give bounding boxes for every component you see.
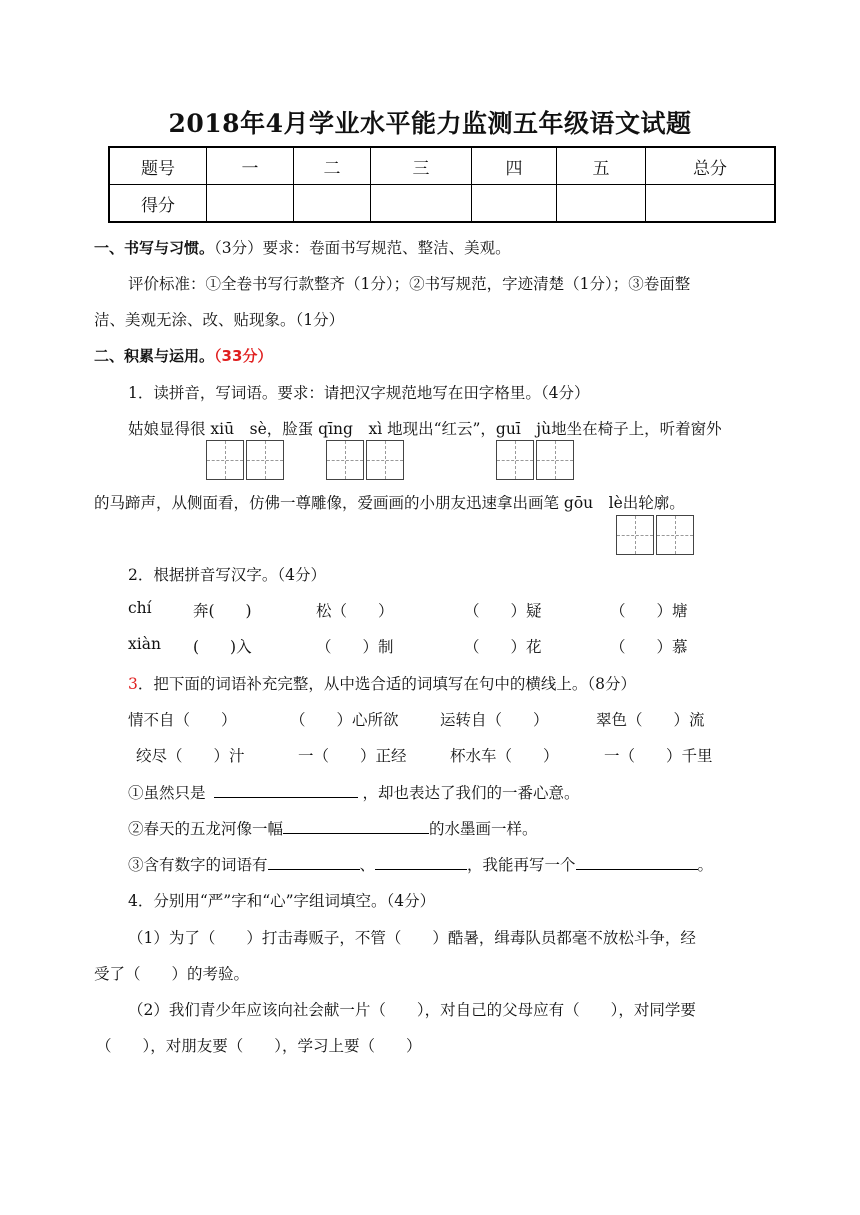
question-4-text: （1）为了（ ）打击毒贩子，不管（ ）酷暑，缉毒队员都毫不放松斗争，经 xyxy=(128,929,696,947)
section-2 xyxy=(94,345,272,366)
fill-line[interactable] xyxy=(576,855,698,870)
question-2-blank[interactable]: （ ）塘 xyxy=(610,602,688,620)
question-1-text: 的马蹄声，从侧面看，仿佛一尊雕像，爱画画的小朋友迅速拿出画笔 gōu lè出轮廓。 xyxy=(94,494,685,512)
fill-line[interactable] xyxy=(268,855,360,870)
idiom-blank[interactable]: 绞尽（ ）汁 xyxy=(136,747,245,765)
score-row-label: 得分 xyxy=(109,185,207,223)
question-2-blank[interactable]: 奔( ) xyxy=(193,602,252,620)
sentence-1-start: ①虽然只是 xyxy=(128,784,206,802)
sentence-3-start: ③含有数字的词语有 xyxy=(128,856,268,874)
question-2-prompt: 2．根据拼音写汉字。（4分） xyxy=(128,566,326,584)
sentence-2-end: 的水墨画一样。 xyxy=(429,820,538,838)
sentence-2-start: ②春天的五龙河像一幅 xyxy=(128,820,284,838)
question-2-pinyin: chí xyxy=(128,599,152,617)
score-cell: 题号 xyxy=(109,147,207,185)
tianzige-grid[interactable] xyxy=(206,440,286,480)
sentence-1 xyxy=(128,781,579,803)
score-cell: 三 xyxy=(371,147,472,185)
score-input-cell[interactable] xyxy=(472,185,557,223)
sentence-3-mid: ，我能再写一个 xyxy=(467,856,576,874)
criteria-line: 洁、美观无涂、改、贴现象。（1分） xyxy=(94,311,345,329)
fill-line[interactable] xyxy=(283,819,429,834)
idiom-blank[interactable]: （ ）心所欲 xyxy=(290,711,399,729)
sentence-3 xyxy=(128,853,713,875)
question-4-text: （2）我们青少年应该向社会献一片（ ），对自己的父母应有（ ），对同学要 xyxy=(128,1001,696,1019)
score-input-cell[interactable] xyxy=(294,185,371,223)
question-3-prompt xyxy=(128,672,636,694)
question-1-prompt: 1．读拼音，写词语。要求：请把汉字规范地写在田字格里。（4分） xyxy=(128,384,590,402)
score-cell: 五 xyxy=(557,147,646,185)
score-cell: 二 xyxy=(294,147,371,185)
section-1-requirement: （3分）要求：卷面书写规范、整洁、美观。 xyxy=(214,239,511,257)
tianzige-grid[interactable] xyxy=(496,440,576,480)
fill-line[interactable] xyxy=(214,783,358,798)
question-2-blank[interactable]: 松（ ） xyxy=(316,602,394,620)
tianzige-grid[interactable] xyxy=(326,440,406,480)
sentence-2 xyxy=(128,817,538,839)
page-title: 2018年4月学业水平能力监测五年级语文试题 xyxy=(168,109,692,138)
idiom-blank[interactable]: 一（ ）千里 xyxy=(604,747,713,765)
section-1 xyxy=(94,236,511,258)
question-4-text: （ ），对朋友要（ ），学习上要（ ） xyxy=(96,1037,422,1055)
question-4-prompt: 4．分别用“严”字和“心”字组词填空。（4分） xyxy=(128,892,436,910)
score-table-score-row xyxy=(109,185,775,223)
question-2-blank[interactable]: （ ）疑 xyxy=(464,602,542,620)
question-2-blank[interactable]: （ ）制 xyxy=(316,638,394,656)
criteria-line: 评价标准：①全卷书写行款整齐（1分）；②书写规范，字迹清楚（1分）；③卷面整 xyxy=(128,275,691,293)
question-2-blank[interactable]: （ ）花 xyxy=(464,638,542,656)
score-input-cell[interactable] xyxy=(371,185,472,223)
score-table-header-row xyxy=(109,147,775,185)
sentence-3-sep: 、 xyxy=(359,856,376,874)
idiom-blank[interactable]: 杯水车（ ） xyxy=(450,747,559,765)
score-input-cell[interactable] xyxy=(646,185,776,223)
idiom-blank[interactable]: 翠色（ ）流 xyxy=(596,711,705,729)
question-1-text: 姑娘显得很 xiū sè，脸蛋 qīng xì 地现出“红云”，guī jù地坐在椅子上，听着窗外 xyxy=(128,420,722,438)
score-table xyxy=(108,146,776,223)
sentence-1-end: ，却也表达了我们的一番心意。 xyxy=(362,784,580,802)
question-2-blank[interactable]: （ ）慕 xyxy=(610,638,688,656)
question-3-text: ．把下面的词语补充完整，从中选合适的词填写在句中的横线上。（8分） xyxy=(137,675,636,693)
score-cell: 总分 xyxy=(646,147,776,185)
tianzige-grid[interactable] xyxy=(616,515,696,555)
score-cell: 四 xyxy=(472,147,557,185)
sentence-3-end: 。 xyxy=(697,856,714,874)
question-4-text: 受了（ ）的考验。 xyxy=(94,965,250,983)
score-input-cell[interactable] xyxy=(207,185,294,223)
section-2-score: （33分） xyxy=(214,347,273,365)
score-input-cell[interactable] xyxy=(557,185,646,223)
section-1-heading: 一、书写与习惯。 xyxy=(94,239,215,257)
section-2-heading: 二、积累与运用。 xyxy=(94,347,215,365)
idiom-blank[interactable]: 运转自（ ） xyxy=(440,711,549,729)
idiom-blank[interactable]: 一（ ）正经 xyxy=(298,747,407,765)
question-3-number: 3 xyxy=(128,675,138,693)
question-2-blank[interactable]: ( )入 xyxy=(193,638,252,656)
idiom-blank[interactable]: 情不自（ ） xyxy=(128,711,237,729)
score-cell: 一 xyxy=(207,147,294,185)
fill-line[interactable] xyxy=(375,855,467,870)
question-2-pinyin: xiàn xyxy=(128,635,161,653)
